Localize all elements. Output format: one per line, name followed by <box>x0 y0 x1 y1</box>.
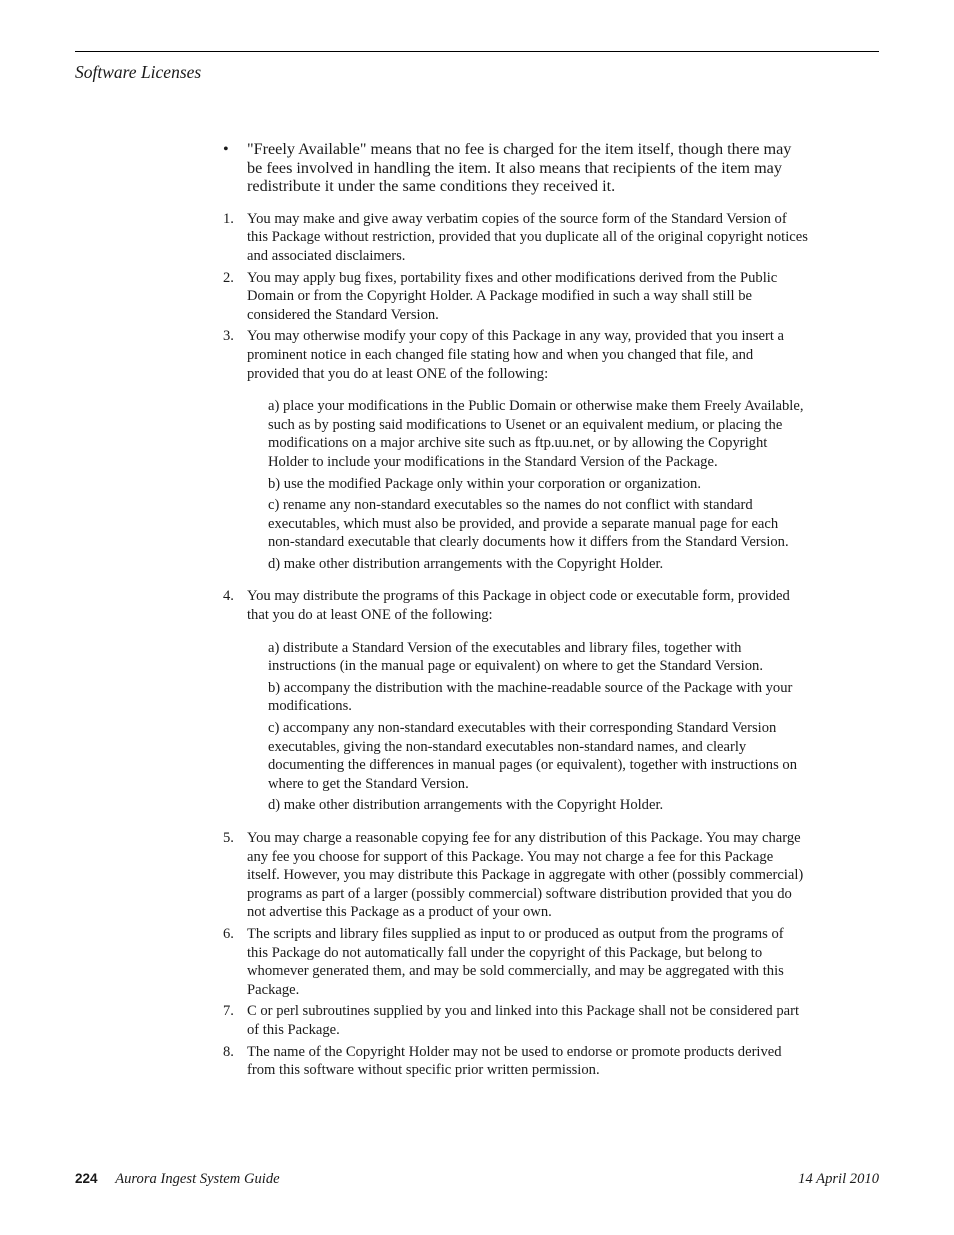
list-item <box>223 1002 808 1039</box>
list-item-text: The scripts and library files supplied as input to or produced as output from the programs of this Package do not automatically fall under the copyright of this Package, but belong to whomever generated them, and may be sold commercially, and may be aggregated with this Package. <box>247 925 784 998</box>
sub-list-item: b) accompany the distribution with the machine-readable source of the Package with your modifications. <box>268 679 793 715</box>
page-number: 224 <box>75 1171 98 1186</box>
sub-list-item: b) use the modified Package only within your corporation or organization. <box>268 475 701 492</box>
sub-list-item: d) make other distribution arrangements with the Copyright Holder. <box>268 555 664 572</box>
list-item-number: 4. <box>223 588 234 605</box>
sub-list-item: a) distribute a Standard Version of the executables and library files, together with instructions (in the manual page or equivalent) on where to get the Standard Version. <box>268 639 763 675</box>
license-body <box>223 140 808 1083</box>
list-item <box>223 829 808 922</box>
list-item <box>223 1043 808 1080</box>
list-item-number: 6. <box>223 925 234 942</box>
list-item-number: 3. <box>223 328 234 345</box>
header-rule <box>75 51 879 52</box>
list-item-text: The name of the Copyright Holder may not be used to endorse or promote products derived from this software without specific prior written permission. <box>247 1043 782 1079</box>
list-item <box>223 210 808 266</box>
list-item <box>223 925 808 999</box>
list-item <box>223 269 808 325</box>
list-item-text: You may distribute the programs of this Package in object code or executable form, provided that you do at least ONE of the following: <box>247 588 790 624</box>
bullet-marker: • <box>223 140 229 158</box>
list-item-text: You may make and give away verbatim copies of the source form of the Standard Version of this Package without restriction, provided that you duplicate all of the original copyright notices and associated disclaimers. <box>247 210 808 264</box>
sub-list-item: d) make other distribution arrangements with the Copyright Holder. <box>268 797 664 814</box>
list-item-text: You may charge a reasonable copying fee for any distribution of this Package. You may charge any fee you choose for support of this Package. You may not charge a fee for this Package itself. However, you may distribute this Package in aggregate with other (possibly commercial) programs as part of a larger (possibly commercial) software distribution provided that you do not advertise this Package as a product of your own. <box>247 830 804 921</box>
intro-bullet <box>223 140 808 196</box>
list-item <box>223 587 808 624</box>
list-item-number: 5. <box>223 830 234 846</box>
guide-title: Aurora Ingest System Guide <box>115 1171 280 1187</box>
list-item-text: You may otherwise modify your copy of this Package in any way, provided that you insert a prominent notice in each changed file stating how and when you changed that file, and provided that you do at least ONE of the following: <box>247 328 785 382</box>
list-item-number: 7. <box>223 1003 234 1020</box>
page-header-title: Software Licenses <box>75 62 202 82</box>
sub-list <box>268 397 808 573</box>
sub-list-item: c) accompany any non-standard executables with their corresponding Standard Version executables, giving the non-standard executables non-standard names, and clearly documenting the differences in manual pages (or equivalent), together with instructions on where to get the Standard Version. <box>268 720 798 792</box>
list-item-number: 2. <box>223 269 234 286</box>
sub-list-item: c) rename any non-standard executables so the names do not conflict with standard executables, which must also be provided, and provide a separate manual page for each non-standard executable that clearly documents how it differs from the Standard Version. <box>268 497 789 551</box>
intro-bullet-text: "Freely Available" means that no fee is charged for the item itself, though there may be fees involved in handling the item. It also means that recipients of the item may redistribute it under the same conditions they received it. <box>247 140 792 196</box>
list-item <box>223 327 808 383</box>
publication-date: 14 April 2010 <box>798 1171 879 1187</box>
list-item-text: You may apply bug fixes, portability fixes and other modifications derived from the Public Domain or from the Copyright Holder. A Package modified in such a way shall still be considered the Standard Version. <box>247 269 778 323</box>
sub-list-item: a) place your modifications in the Public Domain or otherwise make them Freely Available, such as by posting said modifications to Usenet or an equivalent medium, or placing the modifications on a major archive site such as ftp.uu.net, or by allowing the Copyright Holder to include your modifications in the Standard Version of the Package. <box>268 398 804 470</box>
list-item-number: 1. <box>223 210 234 227</box>
page-footer <box>75 1171 879 1188</box>
list-item-number: 8. <box>223 1043 234 1060</box>
sub-list <box>268 639 808 815</box>
list-item-text: C or perl subroutines supplied by you and linked into this Package shall not be considered part of this Package. <box>247 1003 800 1038</box>
